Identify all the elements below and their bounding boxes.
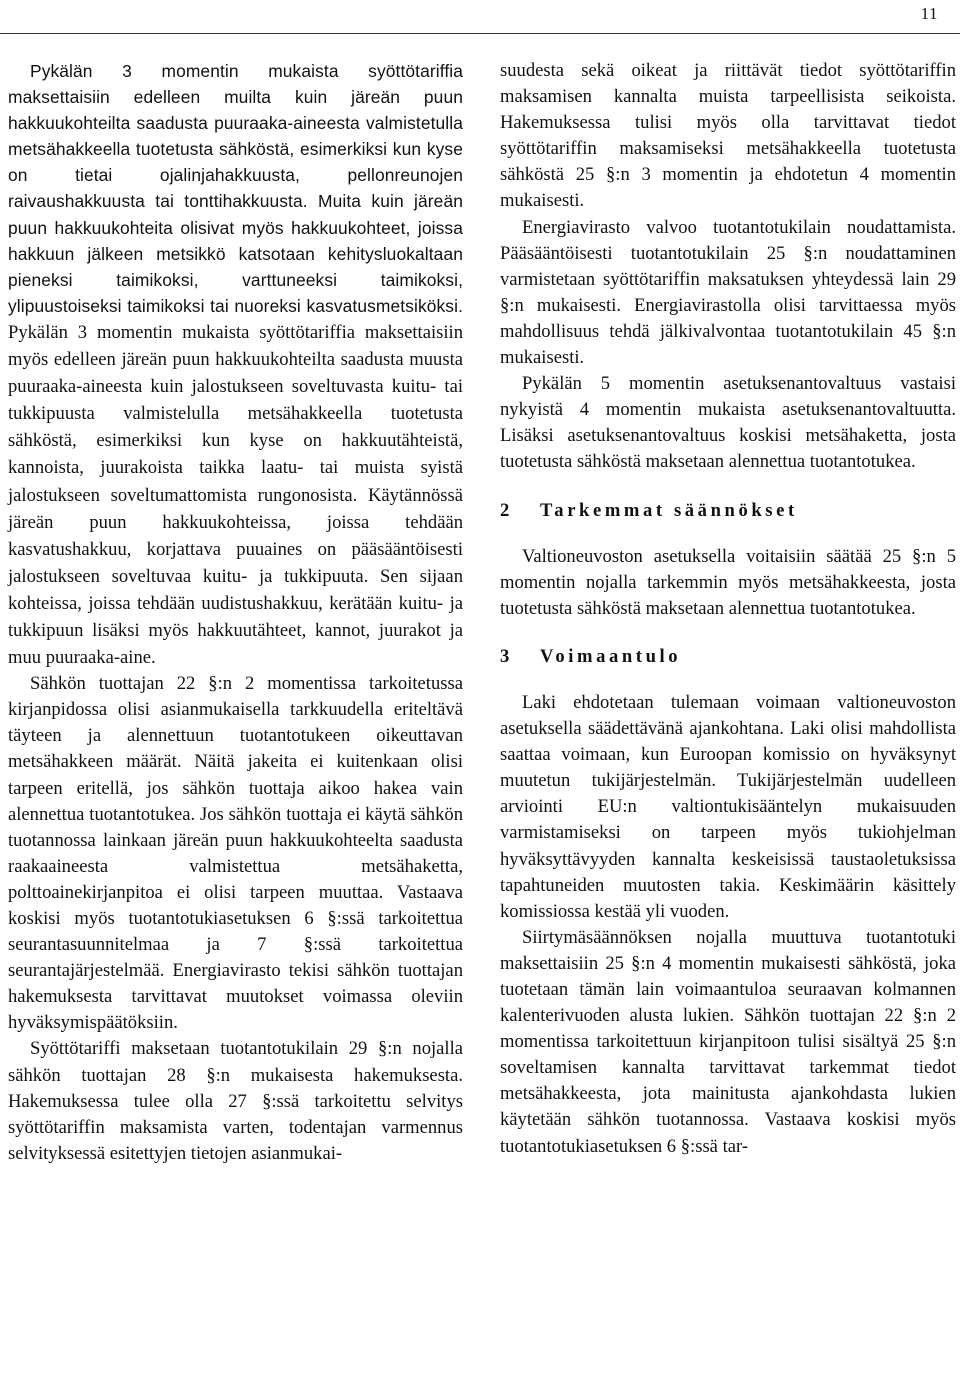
section-heading-3-text: Voimaantulo <box>540 645 682 667</box>
left-column <box>8 58 463 1167</box>
right-column <box>500 58 956 1160</box>
left-paragraph-1-sans-a: Pykälän 3 momentin mukaista syöttötariffia maksettaisiin edelleen muilta kuin järeän puun hakkuukohteilta saadusta puuraaka-aineesta valmistetulla metsähakkeella tuotetusta sähköstä, esimerkiksi kun kyse on tietai ojalinjahakkuusta, pellonreunojen raivaushakkuusta tai tonttihakkuusta. <box>8 61 463 212</box>
section-heading-3 <box>500 644 956 670</box>
left-paragraph-1 <box>8 58 463 671</box>
right-paragraph-1: suudesta sekä oikeat ja riittävät tiedot syöttötariffin maksamisen kannalta muista tarpeellisista seikoista. Hakemuksessa tulisi myös olla tarvittavat tiedot syöttötariffin maksamiseksi metsähakkeella tuotetusta sähköstä 25 §:n 3 momentin ja ehdotetun 4 momentin mukaisesti. <box>500 60 956 212</box>
section-heading-2-number: 2 <box>500 499 510 521</box>
right-paragraph-5: Laki ehdotetaan tulemaan voimaan valtioneuvoston asetuksella säädettävänä ajankohtana. Laki olisi mahdollista saattaa voimaan, kun Euroopan komissio on hyväksynyt muutetun tukijärjestelmän. Tukijärjestelmän uudelleen arviointi EU:n valtiontukisääntelyn mukaisuuden varmistamiseksi on tarpeen myös tukiohjelman hyväksyttävyyden kannalta keskeisissä taustaoletuksissa tapahtuneiden muutosten takia. Keskimäärin käsittely komissiossa kestää yli vuoden. <box>500 691 956 922</box>
left-paragraph-1-sans-b: Muita kuin järeän puun hakkuukohteita olisivat myös hakkuukohteet, joissa hakkuun jälkeen metsikkö katsotaan kehitysluokaltaan pieneksi taimikoksi, varttuneeksi taimikoksi, ylipuustoiseksi taimikoksi tai nuoreksi kasvatusmetsiköksi. <box>8 191 463 316</box>
section-heading-2-text: Tarkemmat säännökset <box>540 499 798 521</box>
right-paragraph-4: Valtioneuvoston asetuksella voitaisiin säätää 25 §:n 5 momentin nojalla tarkemmin myös metsähakkeesta, josta tuotetusta sähköstä maksetaan alennettua tuotantotukea. <box>500 545 956 619</box>
section-heading-3-number: 3 <box>500 645 510 667</box>
left-paragraph-3: Syöttötariffi maksetaan tuotantotukilain 29 §:n nojalla sähkön tuottajan 28 §:n mukaisesta hakemuksesta. Hakemuksessa tulee olla 27 §:ssä tarkoitettu selvitys syöttötariffin maksamista varten, todentajan varmennus selvityksessä esitettyjen tietojen asianmukai- <box>8 1038 463 1164</box>
header-rule <box>0 33 960 34</box>
section-heading-2 <box>500 498 956 524</box>
left-paragraph-2: Sähkön tuottajan 22 §:n 2 momentissa tarkoitetussa kirjanpidossa olisi asianmukaisella tarkkuudella eriteltävä täyteen ja alennettuun tuotantotukeen oikeuttavan metsähakkeen määrät. Näitä jakeita ei kuitenkaan olisi tarpeen eritellä, jos sähkön tuottaja aikoo hakea vain alennettua tuotantotukea. Jos sähkön tuottaja ei käytä sähkön tuotannossa lainkaan järeän puun hakkuukohteelta saadusta raakaaineesta valmistettua metsähaketta, polttoainekirjanpitoa ei olisi tarpeen muuttaa. Vastaava koskisi myös tuotantotukiasetuksen 6 §:ssä tarkoitettua seurantasuunnitelmaa ja 7 §:ssä tarkoitettua seurantajärjestelmää. Energiavirasto tekisi sähkön tuottajan hakemuksesta tarvittavat muutokset voimassa oleviin hyväksymispäätöksiin. <box>8 673 463 1034</box>
right-paragraph-2: Energiavirasto valvoo tuotantotukilain noudattamista. Pääsääntöisesti tuotantotukilain 25 §:n noudattaminen varmistetaan syöttötariffin maksatuksen yhteydessä lain 29 §:n mukaisesti. Energiavirastolla olisi tarvittaessa myös mahdollisuus tehdä jälkivalvontaa tuotantotukilain 45 §:n mukaisesti. <box>500 216 956 369</box>
right-paragraph-6: Siirtymäsäännöksen nojalla muuttuva tuotantotuki maksettaisiin 25 §:n 4 momentin mukaisesti sähköstä, joka tuotetaan tämän lain voimaantuloa seuraavan kolmannen kalenterivuoden alusta lukien. Sähkön tuottajan 22 §:n 2 momentissa tarkoitettuun kirjanpitoon tulisi sisältyä 25 §:n soveltamisen kannalta tarvittavat tarkemmat tiedot metsähakkeesta, jota mainitusta ajankohdasta lukien käytetään sähkön tuotannossa. Vastaava koskisi myös tuotantotukiasetuksen 6 §:ssä tar- <box>500 926 956 1157</box>
page-number: 11 <box>920 4 938 23</box>
left-paragraph-1-serif: Pykälän 3 momentin mukaista syöttötariffia maksettaisiin myös edelleen järeän puun hakkuukohteilta saadusta muusta puuraaka-aineesta kuin jalostukseen soveltuvasta kuitu- tai tukkipuusta valmistelulla metsähakkeella tuotetusta sähköstä, esimerkiksi kun kyse on hakkuutähteistä, kannoista, juurakoista taikka laatu- tai muista syistä jalostukseen soveltumattomista rungonosista. Käytännössä järeän puun hakkuukohteissa, joissa tehdään kasvatushakkuu, korjattava puuaines on pääsääntöisesti jalostukseen soveltuvaa kuitu- ja tukkipuuta. Sen sijaan kohteissa, joissa tehdään uudistushakkuu, kerätään kuitu- ja tukkipuun lisäksi myös hakkuutähteet, kannot, juurakot ja muu puuraaka-aine. <box>8 321 463 669</box>
right-paragraph-3: Pykälän 5 momentin asetuksenantovaltuus vastaisi nykyistä 4 momentin mukaista asetuksenantovaltuutta. Lisäksi asetuksenantovaltuus koskisi metsähaketta, josta tuotetusta sähköstä maksetaan alennettua tuotantotukea. <box>500 373 956 473</box>
